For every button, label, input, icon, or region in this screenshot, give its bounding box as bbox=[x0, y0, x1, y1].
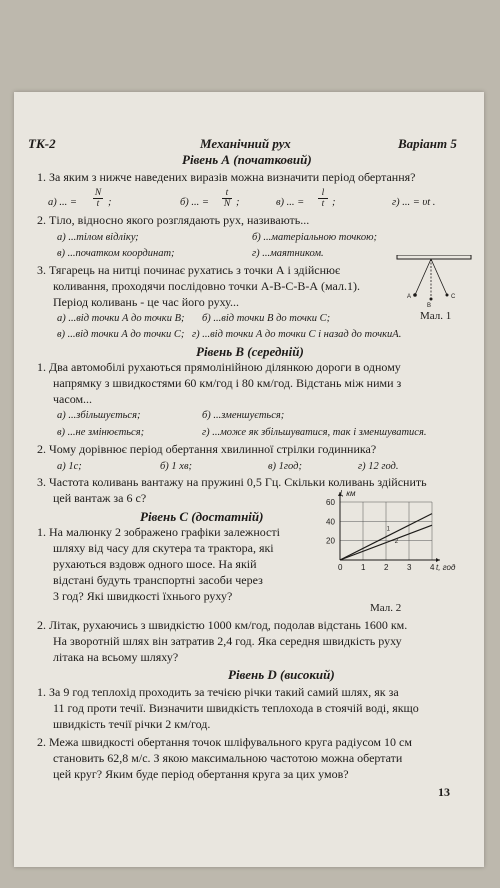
b-q2-option-d: г) 12 год. bbox=[358, 461, 399, 472]
x-axis-label: t, год bbox=[436, 563, 456, 572]
q1-option-d: г) ... = υt . bbox=[392, 197, 436, 208]
q2-option-d: г) ...маятником. bbox=[252, 248, 324, 259]
b-q1-option-c: в) ...не змінюється; bbox=[57, 427, 145, 438]
c-q1-line-3: рухаються вздовж одного шосе. На якій bbox=[53, 557, 257, 571]
pendulum-bob-c bbox=[446, 294, 449, 297]
q1-a-denominator: t bbox=[93, 198, 103, 209]
c-q2-line-2: На зворотній шлях він затратив 2,4 год. Яка середня швидкість руху bbox=[53, 634, 402, 648]
page-title: Механічний рух bbox=[200, 136, 291, 151]
x-axis-arrow bbox=[436, 558, 440, 562]
figure-1-caption: Мал. 1 bbox=[420, 310, 452, 322]
point-c-label: C bbox=[451, 294, 456, 300]
b-q1-option-d: г) ...може як збільшуватися, так і зменшуватися. bbox=[202, 427, 427, 438]
b-q1-option-a: а) ...збільшується; bbox=[57, 410, 141, 421]
pendulum-thread-c bbox=[431, 259, 447, 295]
point-a-label: A bbox=[407, 294, 412, 300]
distance-time-chart bbox=[318, 486, 468, 598]
b-q2-text: 2. Чому дорівнює період обертання хвилинної стрілки годинника? bbox=[37, 442, 377, 456]
q1-b-denominator: N bbox=[223, 199, 231, 209]
q1-option-c: в) ... = bbox=[276, 197, 305, 208]
y-tick-label: 40 bbox=[326, 517, 335, 527]
variant-label: Варіант 5 bbox=[398, 136, 457, 151]
q1-option-a-end: ; bbox=[108, 197, 112, 208]
b-q3-line-1: 3. Частота коливань вантажу на пружині 0,5 Гц. Скільки коливань здійснить bbox=[37, 475, 427, 489]
point-b-label: B bbox=[427, 303, 432, 309]
pendulum-support bbox=[397, 255, 471, 259]
y-tick-label: 20 bbox=[326, 536, 335, 546]
q2-option-c: в) ...початком координат; bbox=[57, 248, 175, 259]
q1-option-c-end: ; bbox=[332, 197, 336, 208]
q2-text: 2. Тіло, відносно якого розглядають рух, називають... bbox=[37, 213, 310, 227]
pendulum-bob-a bbox=[413, 293, 417, 297]
figure-2-caption: Мал. 2 bbox=[370, 602, 402, 614]
q1-option-c-fraction bbox=[318, 188, 328, 209]
c-q2-line-1: 2. Літак, рухаючись з швидкістю 1000 км/год, подолав відстань 1600 км. bbox=[37, 618, 408, 632]
c-q1-line-5: 3 год? Які швидкості їхнього руху? bbox=[53, 589, 233, 603]
b-q3-line-2: цей вантаж за 6 с? bbox=[53, 491, 147, 505]
q3-line-3: Період коливань - це час його руху... bbox=[53, 295, 239, 309]
q3-line-1: 3. Тягарець на нитці починає рухатись з точки А і здійснює bbox=[37, 263, 341, 277]
b-q1-line-3: часом... bbox=[53, 392, 93, 406]
series-label-1: 1 bbox=[386, 526, 390, 533]
b-q2-option-a: а) 1с; bbox=[57, 461, 82, 472]
d-q1-line-2: 11 год проти течії. Визначити швидкість теплохода в стоячій воді, якщо bbox=[53, 701, 419, 715]
q2-option-b: б) ...матеріальною точкою; bbox=[252, 232, 377, 243]
x-tick-label: 1 bbox=[361, 563, 366, 572]
series-label-2: 2 bbox=[394, 538, 398, 545]
q1-b-numerator: t bbox=[225, 188, 229, 198]
x-tick-label: 0 bbox=[338, 563, 343, 572]
c-q1-line-1: 1. На малюнку 2 зображено графіки залежності bbox=[37, 525, 280, 539]
d-q2-line-1: 2. Межа швидкості обертання точок шліфувального круга радіусом 10 см bbox=[37, 735, 412, 749]
q1-option-b-fraction bbox=[222, 188, 232, 209]
q1-option-b-end: ; bbox=[236, 197, 240, 208]
q1-c-numerator: l bbox=[321, 188, 325, 198]
level-a-title: Рівень А (початковий) bbox=[182, 152, 312, 167]
b-q1-option-b: б) ...зменшується; bbox=[202, 410, 285, 421]
b-q2-option-c: в) 1год; bbox=[268, 461, 302, 472]
test-code: ТК-2 bbox=[28, 136, 56, 151]
x-tick-label: 4 bbox=[430, 563, 435, 572]
b-q1-line-2: напрямку з швидкостями 60 км/год і 80 км/год. Відстань між ними з bbox=[53, 376, 402, 390]
d-q2-line-3: цей круг? Яким буде період обертання круга за цих умов? bbox=[53, 767, 349, 781]
d-q1-line-3: швидкість течії річки 2 км/год. bbox=[53, 717, 211, 731]
q3-option-a: а) ...від точки А до точки В; bbox=[57, 313, 185, 324]
q3-line-2: коливання, проходячи послідовно точки А-В-С-В-А (мал.1). bbox=[53, 279, 360, 293]
q1-text: 1. За яким з нижче наведених виразів можна визначити період обертання? bbox=[37, 170, 416, 184]
chart-ticks bbox=[326, 498, 435, 572]
level-b-title: Рівень В (середній) bbox=[196, 344, 304, 359]
q3-option-d: г) ...від точки А до точки С і назад до точкиА. bbox=[192, 329, 402, 340]
q1-c-denominator: t bbox=[318, 198, 328, 209]
q1-option-a-fraction bbox=[93, 188, 103, 209]
level-d-title: Рівень D (високий) bbox=[228, 667, 335, 682]
d-q1-line-1: 1. За 9 год теплохід проходить за течією річки такий самий шлях, як за bbox=[37, 685, 399, 699]
q3-option-c: в) ...від точки А до точки С; bbox=[57, 329, 185, 340]
c-q1-line-2: шляху від часу для скутера та трактора, які bbox=[53, 541, 274, 555]
y-tick-label: 60 bbox=[326, 498, 335, 507]
page-number: 13 bbox=[438, 785, 450, 799]
b-q2-option-b: б) 1 хв; bbox=[160, 461, 192, 472]
level-c-title: Рівень С (достатній) bbox=[140, 509, 264, 524]
pendulum-thread-a bbox=[415, 259, 431, 295]
c-q2-line-3: літака на всьому шляху? bbox=[53, 650, 179, 664]
x-tick-label: 2 bbox=[384, 563, 389, 572]
q3-option-b: б) ...від точки В до точки С; bbox=[202, 313, 331, 324]
y-axis-label: l, км bbox=[340, 489, 356, 498]
q2-option-a: а) ...тілом відліку; bbox=[57, 232, 139, 243]
x-tick-label: 3 bbox=[407, 563, 412, 572]
b-q1-line-1: 1. Два автомобілі рухаються прямолінійною ділянкою дороги в одному bbox=[37, 360, 401, 374]
q1-a-numerator: N bbox=[94, 188, 102, 198]
q1-option-b: б) ... = bbox=[180, 197, 209, 208]
q1-option-a: а) ... = bbox=[48, 197, 77, 208]
c-q1-line-4: відстані будуть транспортні засоби через bbox=[53, 573, 263, 587]
d-q2-line-2: становить 62,8 м/с. З якою максимальною частотою можна обертати bbox=[53, 751, 403, 765]
pendulum-figure bbox=[395, 255, 475, 315]
pendulum-bob-b bbox=[430, 298, 433, 301]
